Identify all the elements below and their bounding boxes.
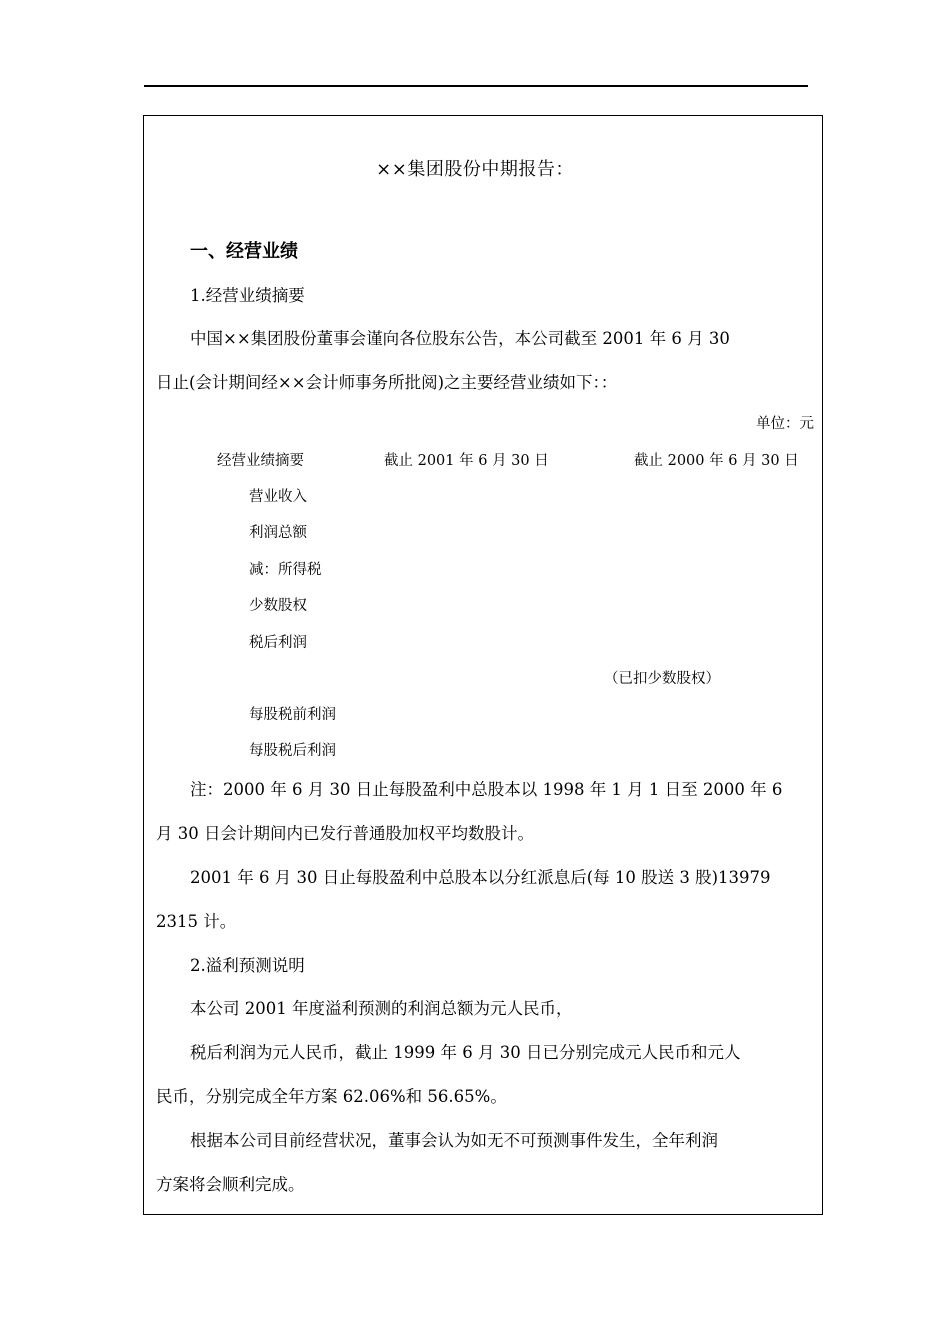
closing-line2: 方案将会顺利完成。 — [156, 1175, 305, 1194]
table-header-2001: 截止 2001 年 6 月 30 日 — [384, 453, 549, 469]
forecast-line2: 税后利润为元人民币，截止 1999 年 6 月 30 日已分别完成元人民币和元人 — [190, 1043, 741, 1062]
document-title: ××集团股份中期报告： — [376, 159, 574, 180]
note-2-line1: 2001 年 6 月 30 日止每股盈利中总股本以分红派息后(每 10 股送 3 股)13979 — [190, 868, 771, 887]
unit-label: 单位：元 — [756, 416, 814, 432]
intro-paragraph-line1: 中国××集团股份董事会谨向各位股东公告，本公司截至 2001 年 6 月 30 — [190, 329, 730, 348]
table-row-label: 税后利润 — [249, 635, 307, 651]
table-row-label: 每股税后利润 — [249, 743, 336, 759]
subsection-heading-summary: 1.经营业绩摘要 — [190, 286, 305, 305]
subsection-heading-forecast: 2.溢利预测说明 — [190, 956, 305, 975]
header-rule — [144, 85, 808, 87]
table-row-note: （已扣少数股权） — [604, 671, 720, 687]
forecast-line3: 民币，分别完成全年方案 62.06%和 56.65%。 — [156, 1087, 507, 1106]
closing-line1: 根据本公司目前经营状况，董事会认为如无不可预测事件发生，全年利润 — [190, 1131, 718, 1150]
note-1-line1: 注：2000 年 6 月 30 日止每股盈利中总股本以 1998 年 1 月 1 日至 2000 年 6 — [190, 780, 783, 799]
note-1-line2: 月 30 日会计期间内已发行普通股加权平均数股计。 — [156, 824, 534, 843]
note-2-line2: 2315 计。 — [156, 912, 237, 931]
table-row-label: 利润总额 — [249, 525, 307, 541]
forecast-line1: 本公司 2001 年度溢利预测的利润总额为元人民币， — [190, 999, 573, 1018]
section-heading-performance: 一、经营业绩 — [190, 241, 298, 262]
table-row-label: 营业收入 — [249, 489, 307, 505]
table-row-label: 每股税前利润 — [249, 707, 336, 723]
table-header-2000: 截止 2000 年 6 月 30 日 — [634, 453, 799, 469]
table-row-label: 减：所得税 — [249, 562, 322, 578]
table-row-label: 少数股权 — [249, 598, 307, 614]
intro-paragraph-line2: 日止(会计期间经××会计师事务所批阅)之主要经营业绩如下：： — [156, 373, 618, 392]
table-header-item: 经营业绩摘要 — [217, 453, 304, 469]
